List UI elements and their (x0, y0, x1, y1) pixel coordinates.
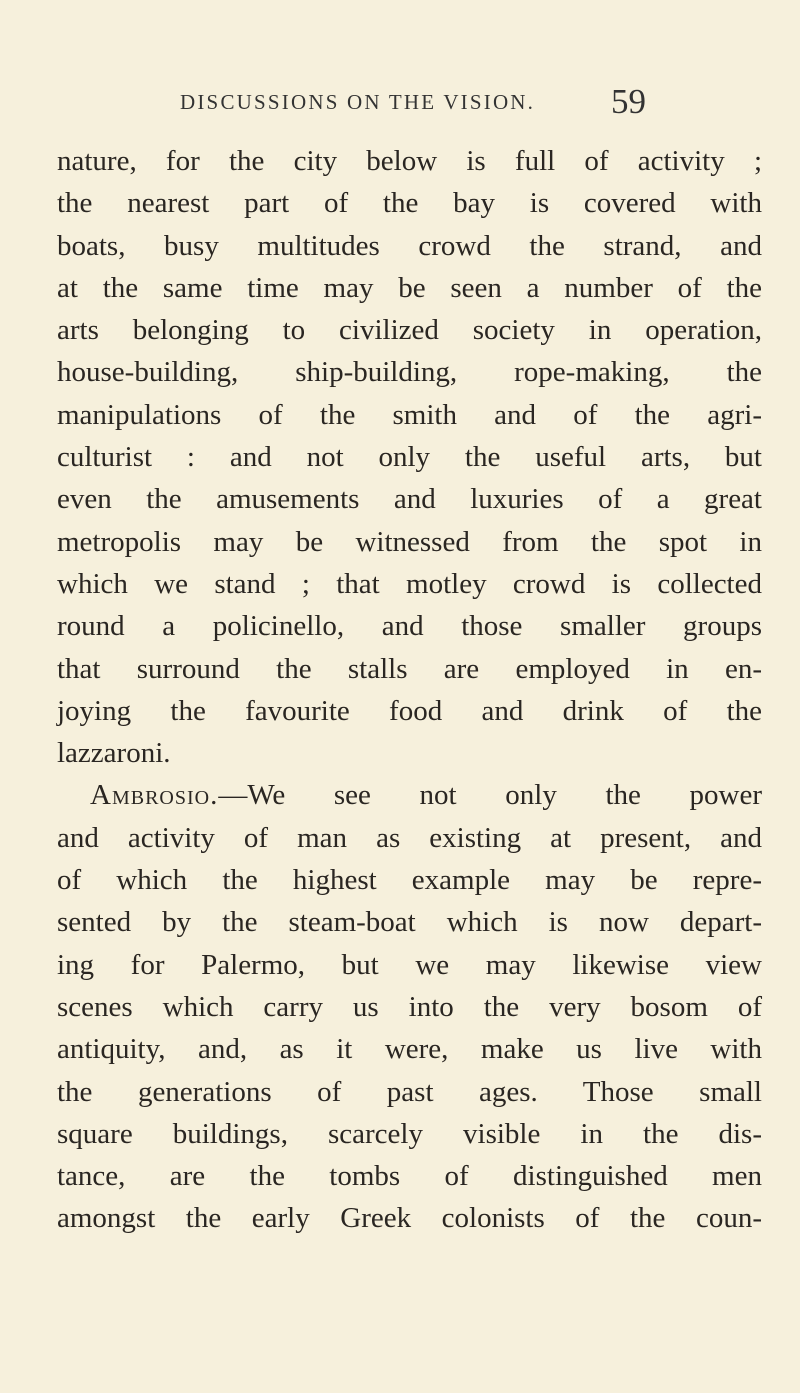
text-line: antiquity, and, as it were, make us live with (57, 1033, 762, 1066)
text-line: amongst the early Greek colonists of the coun- (57, 1202, 762, 1235)
text-line: culturist : and not only the useful arts, but (57, 441, 762, 474)
speaker-name: Ambrosio. (90, 779, 219, 812)
body-text (57, 140, 762, 1240)
text-line: ing for Palermo, but we may likewise view (57, 948, 762, 981)
running-title: DISCUSSIONS ON THE VISION. (180, 90, 536, 114)
text-line: metropolis may be witnessed from the spot in (57, 525, 762, 558)
text-line: boats, busy multitudes crowd the strand, and (57, 229, 762, 262)
text-line: manipulations of the smith and of the agri- (57, 398, 762, 431)
text-line: that surround the stalls are employed in en- (57, 652, 762, 685)
text-line: house-building, ship-building, rope-making, the (57, 356, 762, 389)
text-line: at the same time may be seen a number of the (57, 271, 762, 304)
text-line: joying the favourite food and drink of the (57, 694, 762, 727)
text-line: even the amusements and luxuries of a great (57, 483, 762, 516)
text-line: of which the highest example may be repre- (57, 864, 762, 897)
text-line: which we stand ; that motley crowd is collected (57, 567, 762, 600)
text-line: round a policinello, and those smaller groups (57, 610, 762, 643)
text-line: sented by the steam-boat which is now depart- (57, 906, 762, 939)
text-line: arts belonging to civilized society in operation, (57, 314, 762, 347)
text-line: the nearest part of the bay is covered with (57, 187, 762, 220)
text-line: tance, are the tombs of distinguished men (57, 1160, 762, 1193)
paragraph (57, 774, 762, 1239)
text-line: square buildings, scarcely visible in the dis- (57, 1117, 762, 1150)
page-number: 59 (611, 82, 646, 121)
text-line: lazzaroni. (57, 737, 171, 770)
text-line: and activity of man as existing at present, and (57, 821, 762, 854)
text-line: nature, for the city below is full of activity ; (57, 145, 762, 177)
text-line: scenes which carry us into the very bosom of (57, 990, 762, 1023)
text-line (57, 774, 762, 816)
text-run: —We see not only the power (218, 779, 762, 812)
paragraph (57, 140, 762, 774)
text-line: the generations of past ages. Those small (57, 1075, 762, 1108)
running-head (0, 82, 800, 122)
